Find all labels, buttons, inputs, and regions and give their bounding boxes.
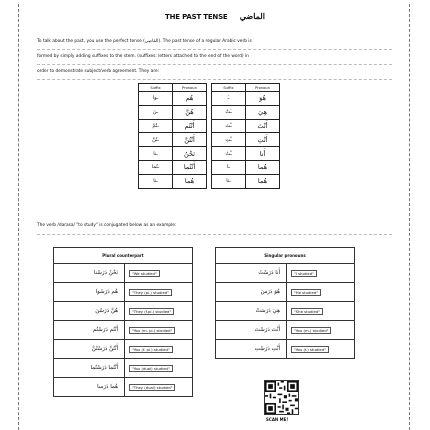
gloss-box: "They (pl.) studied" xyxy=(129,289,172,296)
pronoun-cell: أَنْتِ xyxy=(246,133,280,147)
gloss-box: "He studied" xyxy=(291,289,321,296)
gloss-box: "You (f. pl.) studied" xyxy=(129,346,173,353)
intro-paragraph xyxy=(37,34,377,79)
arabic-form: هُما دَرَسا xyxy=(54,378,125,397)
qr-code-icon xyxy=(265,381,298,414)
english-gloss xyxy=(287,283,355,302)
conjugation-header xyxy=(54,248,355,264)
english-gloss xyxy=(287,321,355,340)
column-gap xyxy=(193,283,216,302)
header-cell: Pronoun xyxy=(173,84,207,92)
suffix-cell: ـنَ xyxy=(139,105,173,119)
ruled-line xyxy=(37,64,392,65)
header-cell: Suffix xyxy=(212,84,246,92)
example-note: The verb /darasa/ "to study" is conjugated below as an example: xyxy=(37,223,177,228)
column-gap xyxy=(193,302,216,321)
conjugation-table xyxy=(53,247,355,397)
english-gloss xyxy=(125,359,193,378)
header-cell: Suffix xyxy=(139,84,173,92)
column-gap xyxy=(193,359,216,378)
pronoun-cell: هِيَ xyxy=(246,105,280,119)
title-english: THE PAST TENSE xyxy=(165,13,228,21)
suffix-cell: ـتُمْ xyxy=(139,119,173,133)
column-gap xyxy=(193,340,216,359)
suffix-cell: ـتُما xyxy=(139,160,173,174)
pronoun-cell: نَحْنُ xyxy=(173,147,207,161)
english-gloss xyxy=(125,340,193,359)
table-row xyxy=(54,302,355,321)
pronoun-cell: هُما xyxy=(246,160,280,174)
scan-me-caption: SCAN ME! xyxy=(266,417,289,422)
title-arabic: الماضي xyxy=(239,11,265,21)
suffix-table-header xyxy=(139,84,280,92)
suffix-cell: ـنا xyxy=(139,147,173,161)
suffix-cell: ـْتُ xyxy=(212,147,246,161)
pronoun-cell: أَنْتَ xyxy=(246,119,280,133)
pronoun-cell: هُما xyxy=(246,174,280,188)
table-row xyxy=(139,147,280,161)
suffix-table xyxy=(138,83,280,189)
pronoun-cell: هُوَ xyxy=(246,92,280,106)
english-gloss xyxy=(125,321,193,340)
pronoun-cell: أَنْتُم xyxy=(173,119,207,133)
pronoun-cell: أَنْتُنَّ xyxy=(173,133,207,147)
plural-header: Plural counterpart xyxy=(54,248,193,264)
gloss-box: "You (dual) studied" xyxy=(129,365,173,372)
gloss-box: "They (dual) studied" xyxy=(129,384,175,391)
table-row xyxy=(54,340,355,359)
english-gloss xyxy=(287,302,355,321)
suffix-cell: ـَ xyxy=(212,92,246,106)
english-gloss xyxy=(287,264,355,283)
arabic-form: هُم دَرَسُوا xyxy=(54,283,125,302)
table-row xyxy=(54,359,355,378)
table-row xyxy=(139,174,280,188)
pronoun-cell: أَنا xyxy=(246,147,280,161)
table-row xyxy=(139,92,280,106)
table-row xyxy=(139,160,280,174)
page-title xyxy=(0,11,430,21)
pronoun-cell: هُم xyxy=(173,92,207,106)
suffix-cell: ـْتَ xyxy=(212,119,246,133)
arabic-form: أَنْتَ دَرَسْتَ xyxy=(216,321,287,340)
intro-line: formed by simply adding suffixes to the stem. (suffixes: letters attached to the end of the word) in xyxy=(37,54,249,59)
table-row xyxy=(54,264,355,283)
suffix-cell: ـتا xyxy=(212,174,246,188)
english-gloss xyxy=(125,378,193,397)
gloss-box: "I studied" xyxy=(291,270,317,277)
gloss-box: "We studied" xyxy=(129,270,160,277)
header-cell: Pronoun xyxy=(246,84,280,92)
pronoun-cell: هُما xyxy=(173,174,207,188)
arabic-form: أَنْتِ دَرَسْتِ xyxy=(216,340,287,359)
arabic-form: هِيَ دَرَسَتْ xyxy=(216,302,287,321)
english-gloss xyxy=(125,264,193,283)
pronoun-cell: أَنْتُما xyxy=(173,160,207,174)
suffix-cell: ـتُنَّ xyxy=(139,133,173,147)
gloss-box: "She studied" xyxy=(291,308,323,315)
arabic-form: هُنَّ دَرَسْنَ xyxy=(54,302,125,321)
arabic-form: أَنْتُم دَرَسْتُم xyxy=(54,321,125,340)
column-gap xyxy=(193,321,216,340)
arabic-form: أَنْتُما دَرَسْتُما xyxy=(54,359,125,378)
qr-code[interactable] xyxy=(264,380,299,415)
right-dashed-margin xyxy=(409,4,410,430)
intro-line: To talk about the past, you use the perfect tense (المَاضِي). The past tense of a regular Arabic verb is xyxy=(37,39,252,44)
english-gloss xyxy=(287,340,355,359)
english-gloss xyxy=(125,302,193,321)
arabic-form: أَنْتُنَّ دَرَسْتُنَّ xyxy=(54,340,125,359)
ruled-line xyxy=(37,234,392,235)
left-dashed-margin xyxy=(18,4,19,430)
suffix-cell: ـَتْ xyxy=(212,105,246,119)
pronoun-cell: هُنَّ xyxy=(173,105,207,119)
suffix-cell: ـا xyxy=(212,160,246,174)
column-gap xyxy=(193,264,216,283)
suffix-cell: ـوا xyxy=(139,92,173,106)
intro-line: order to demonstrate subject/verb agreement. They are: xyxy=(37,69,160,74)
arabic-form: هُوَ دَرَسَ xyxy=(216,283,287,302)
table-row xyxy=(54,321,355,340)
column-gap xyxy=(193,248,216,264)
gloss-box: "You (f.) studied" xyxy=(291,346,329,353)
arabic-form: أَنا دَرَسْتُ xyxy=(216,264,287,283)
suffix-cell: ـْتِ xyxy=(212,133,246,147)
gloss-box: "You (m.) studied" xyxy=(291,327,331,334)
empty-cell xyxy=(287,359,355,378)
gloss-box: "You (m. pl.) studied" xyxy=(129,327,175,334)
suffix-cell: ـتا xyxy=(139,174,173,188)
table-row xyxy=(54,378,355,397)
ruled-line xyxy=(37,49,392,50)
singular-header: Singular pronouns xyxy=(216,248,355,264)
table-row xyxy=(54,283,355,302)
column-gap xyxy=(193,378,216,397)
gloss-box: "They (f.pl.) studied" xyxy=(129,308,174,315)
arabic-form: نَحْنُ دَرَسْنا xyxy=(54,264,125,283)
table-row xyxy=(139,133,280,147)
table-row xyxy=(139,105,280,119)
table-row xyxy=(139,119,280,133)
ruled-line xyxy=(37,79,392,80)
english-gloss xyxy=(125,283,193,302)
empty-cell xyxy=(216,359,287,378)
